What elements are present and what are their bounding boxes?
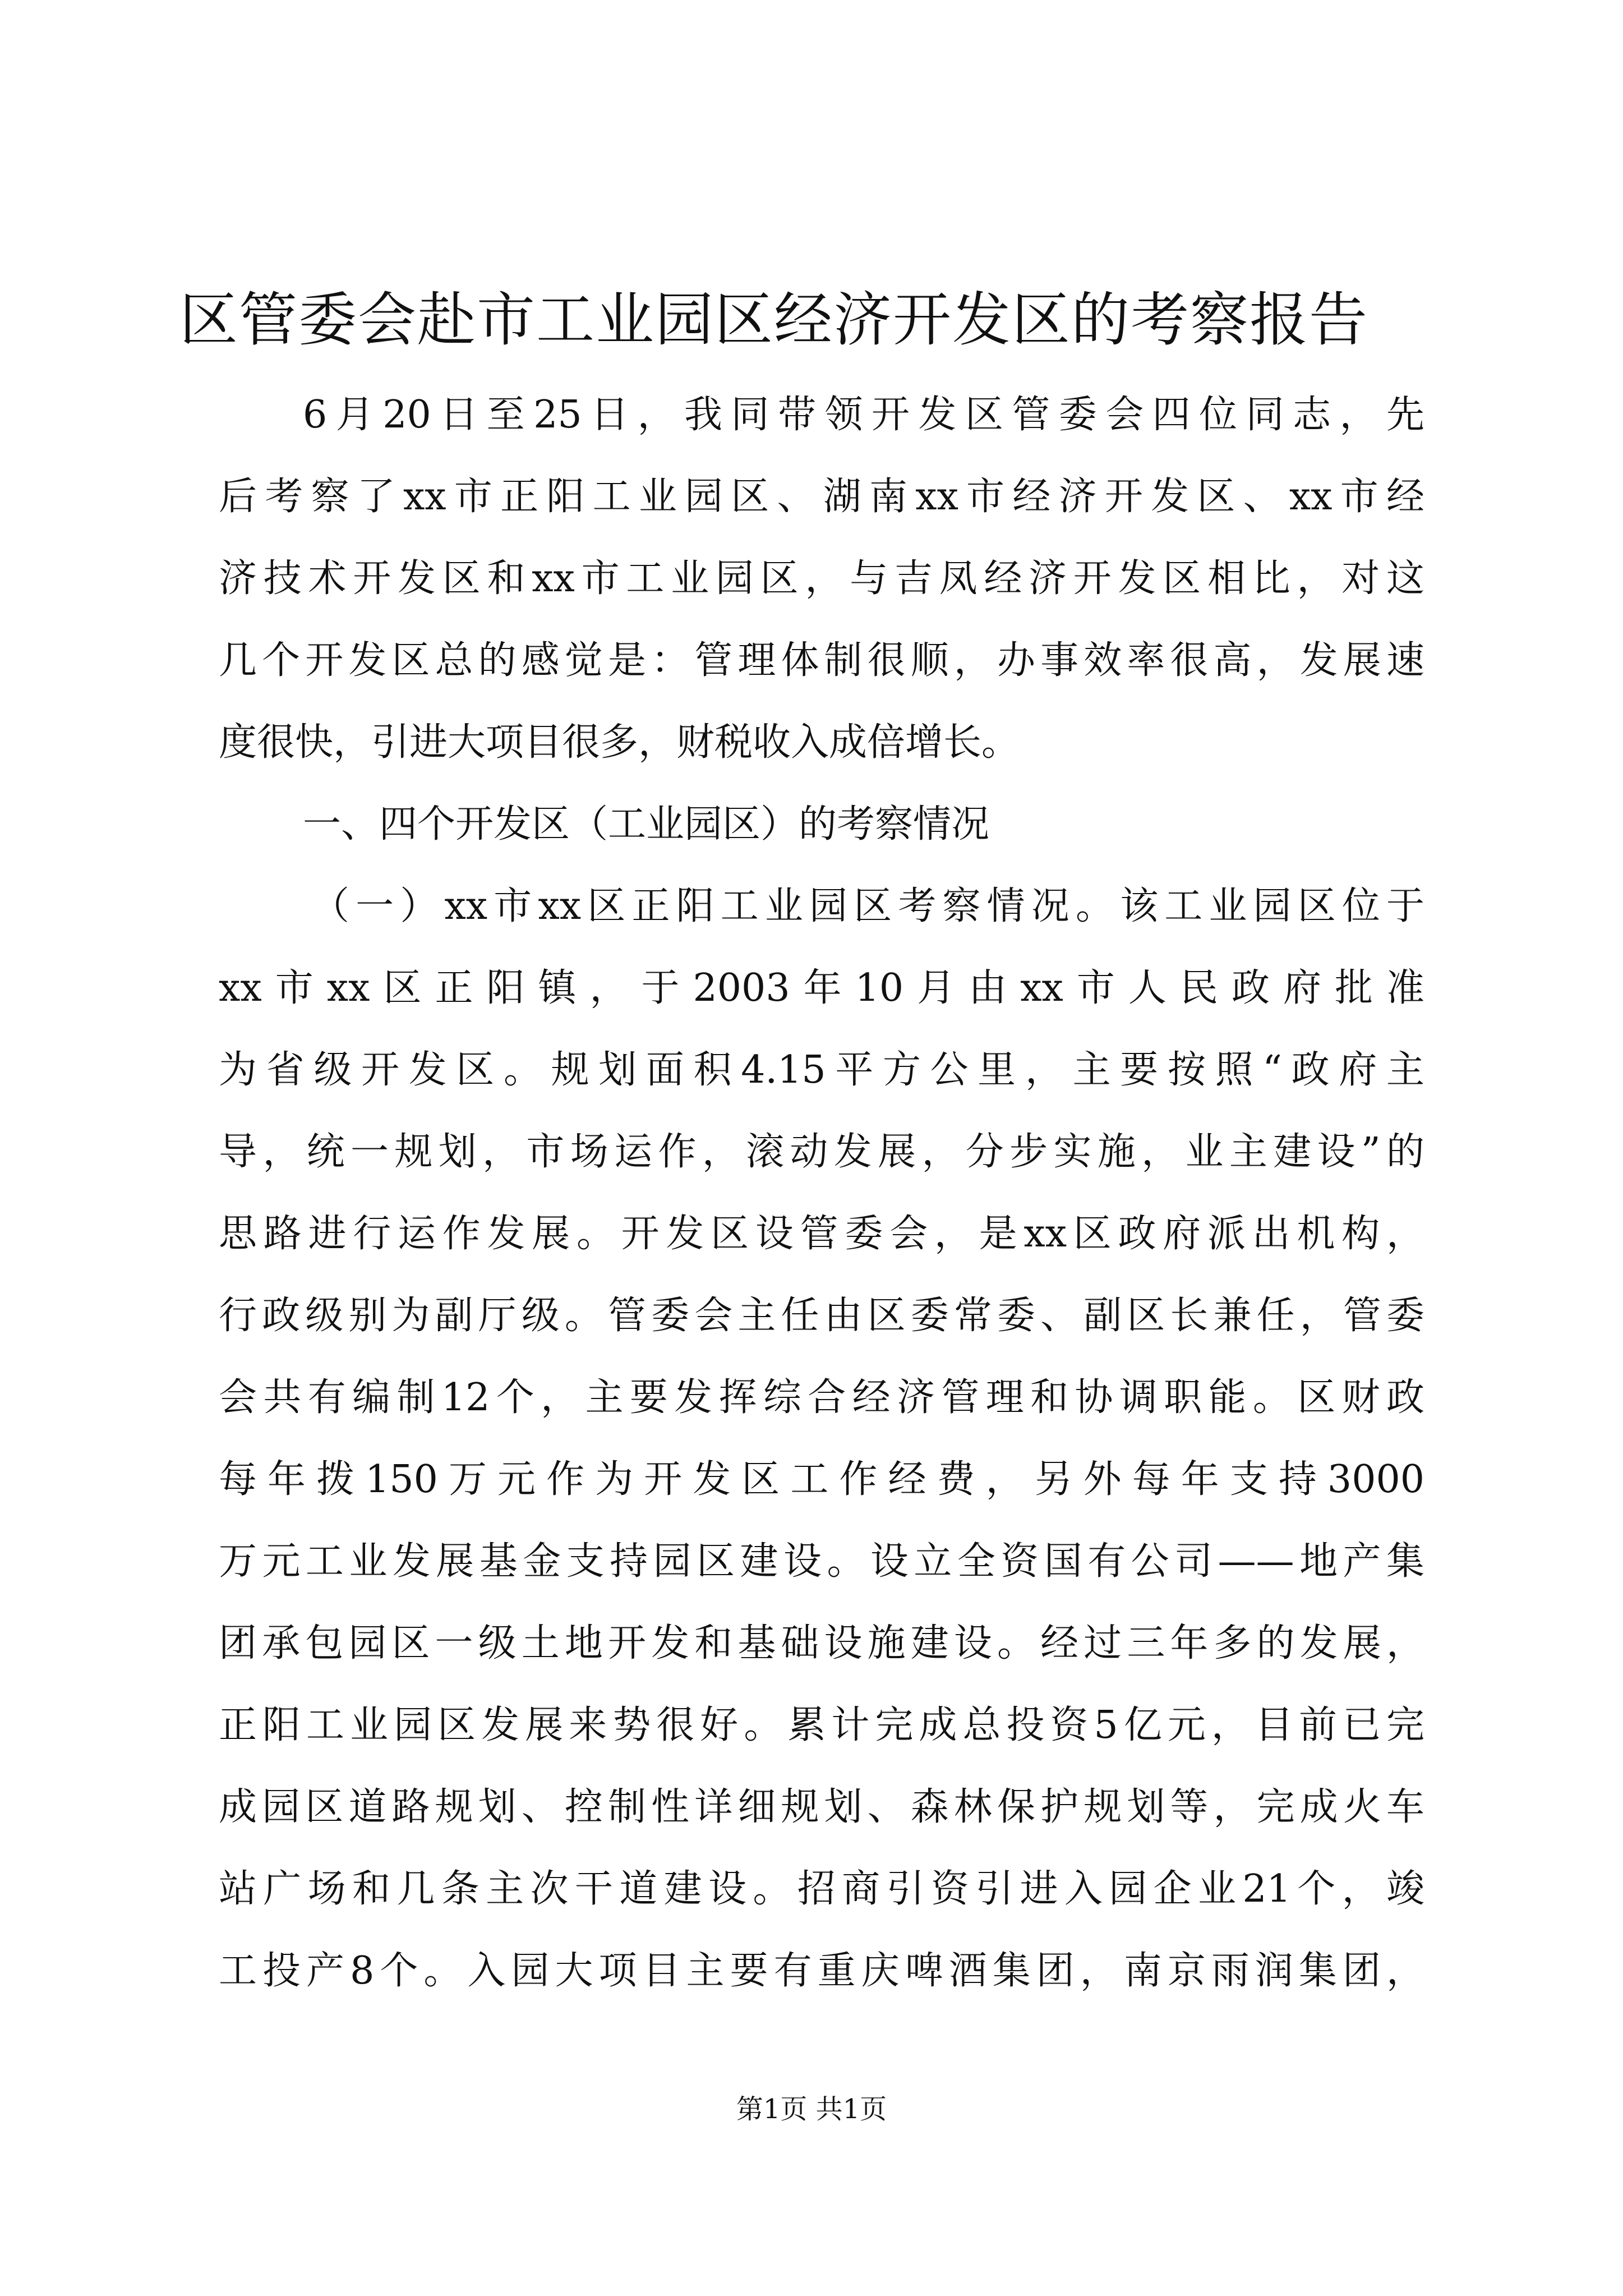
- paragraph-2-line-3: 为省级开发区。规划面积4.15平方公里，主要按照“政府主: [219, 1048, 1424, 1092]
- paragraph-2-line-12: 成园区道路规划、控制性详细规划、森林保护规划等，完成火车: [219, 1785, 1424, 1829]
- paragraph-2-line-1: （一）xx市xx区正阳工业园区考察情况。该工业园区位于: [311, 884, 1424, 928]
- section-heading-1: 一、四个开发区（工业园区）的考察情况: [303, 802, 990, 846]
- paragraph-2-line-8: 每年拨150万元作为开发区工作经费，另外每年支持3000: [219, 1457, 1424, 1502]
- paragraph-2-line-14: 工投产8个。入园大项目主要有重庆啤酒集团，南京雨润集团，: [219, 1949, 1424, 1993]
- page-footer: 第1页 共1页: [736, 2093, 887, 2125]
- paragraph-2-line-11: 正阳工业园区发展来势很好。累计完成总投资5亿元，目前已完: [219, 1703, 1425, 1747]
- paragraph-1-line-4: 几个开发区总的感觉是：管理体制很顺，办事效率很高，发展速: [219, 638, 1424, 683]
- paragraph-1-line-5: 度很快，引进大项目很多，财税收入成倍增长。: [219, 720, 1020, 765]
- paragraph-2-line-7: 会共有编制12个，主要发挥综合经济管理和协调职能。区财政: [219, 1375, 1424, 1420]
- paragraph-2-line-13: 站广场和几条主次干道建设。招商引资引进入园企业21个，竣: [219, 1867, 1424, 1911]
- paragraph-2-line-2: xx市xx区正阳镇，于2003年10月由xx市人民政府批准: [219, 966, 1424, 1010]
- paragraph-2-line-4: 导，统一规划，市场运作，滚动发展，分步实施，业主建设”的: [219, 1130, 1424, 1174]
- paragraph-1-line-2: 后考察了xx市正阳工业园区、湖南xx市经济开发区、xx市经: [219, 475, 1424, 519]
- paragraph-2-line-6: 行政级别为副厅级。管委会主任由区委常委、副区长兼任，管委: [219, 1294, 1424, 1338]
- paragraph-2-line-5: 思路进行运作发展。开发区设管委会，是xx区政府派出机构，: [219, 1212, 1424, 1256]
- paragraph-1-line-3: 济技术开发区和xx市工业园区，与吉凤经济开发区相比，对这: [219, 556, 1424, 601]
- document-title: 区管委会赴市工业园区经济开发区的考察报告: [179, 286, 1369, 354]
- paragraph-2-line-10: 团承包园区一级土地开发和基础设施建设。经过三年多的发展，: [219, 1621, 1424, 1665]
- paragraph-1-line-1: 6月20日至25日，我同带领开发区管委会四位同志，先: [303, 393, 1424, 437]
- paragraph-2-line-9: 万元工业发展基金支持园区建设。设立全资国有公司——地产集: [219, 1539, 1424, 1584]
